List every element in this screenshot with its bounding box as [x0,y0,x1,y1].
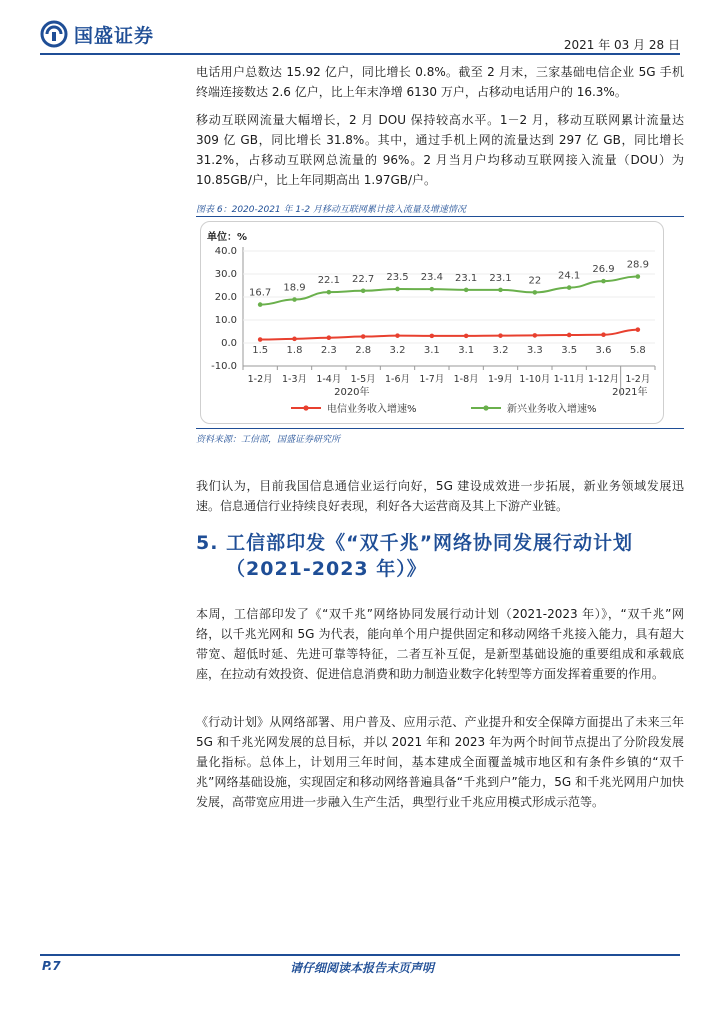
y-tick-label: 40.0 [214,246,237,257]
chart-unit-label: 单位：% [207,232,248,243]
data-label: 3.1 [423,345,440,356]
data-point [636,274,641,279]
x-tick-label: 1-10月 [519,374,551,385]
data-point [498,333,503,338]
x-tick-label: 1-5月 [350,374,376,385]
data-point [292,297,297,302]
data-point [292,337,297,342]
data-point [430,287,435,292]
data-label: 23.5 [386,271,409,283]
figure-title: 图表 6：2020-2021 年 1-2 月移动互联网累计接入流量及增速情况 [196,205,466,215]
data-label: 22 [528,275,542,287]
paragraph-plan-detail: 《行动计划》从网络部署、用户普及、应用示范、产业提升和安全保障方面提出了未来三年 5G 和千兆光网发展的总目标，并以 2021 年和 2023 年为两个时间节点提出了分阶段发展量化指标。总体上，计划用三年时间，基本建成全面覆盖城市地区和有条件乡镇的“双千兆”网络基础设施，实现固定和移动网络普遍具备“千兆到户”能力，5G 和千兆光网用户加快发展，高带宽应用进一步融入生产生活，典型行业千兆应用模式形成示范等。 [196,715,684,809]
data-point [464,288,469,293]
paragraph-users: 电话用户总数达 15.92 亿户，同比增长 0.8%。截至 2 月末，三家基础电信企业 5G 手机终端连接数达 2.6 亿户，比上年末净增 6130 万户，占移动电话用户的 16.3%。 [196,65,684,99]
data-point [533,290,538,295]
data-label: 28.9 [626,259,649,271]
data-label: 1.8 [286,345,303,356]
data-point [567,333,572,338]
y-tick-label: 20.0 [214,292,237,303]
footer-divider [40,954,680,956]
x-tick-label: 1-3月 [281,374,308,385]
data-label: 23.4 [420,272,443,284]
x-tick-label: 1-11月 [553,374,585,385]
chart-frame [200,221,664,424]
data-label: 1.5 [252,345,269,356]
year-label-2020: 2020年 [334,387,370,398]
footer-disclaimer: 请仔细阅读本报告末页声明 [289,961,434,975]
paragraph-conclusion: 我们认为，目前我国信息通信业运行向好，5G 建设成效进一步拓展，新业务领域发展迅速。信息通信行业持续良好表现，利好各大运营商及其上下游产业链。 [196,479,684,513]
x-tick-label: 1-8月 [453,374,479,385]
section-title-line1: 工信部印发《“双千兆”网络协同发展行动计划 [226,532,634,554]
figure-bottom-rule [196,428,684,429]
x-tick-label: 1-6月 [384,374,411,385]
x-tick-label: 1-7月 [419,374,445,385]
data-label: 23.1 [455,272,478,284]
section-heading [196,530,688,582]
line-chart [201,222,663,423]
legend-label: 新兴业务收入增速% [507,404,597,415]
data-label: 3.1 [458,345,475,356]
data-label: 18.9 [283,282,306,294]
brand-logo-icon [40,20,68,48]
data-point [361,288,366,293]
x-tick-label: 1-2月 [247,374,273,385]
page-number: P.7 [42,959,61,973]
data-point [601,279,606,284]
x-tick-label: 1-4月 [316,374,342,385]
legend-label: 电信业务收入增速% [327,404,417,415]
figure-source: 资料来源：工信部，国盛证券研究所 [196,435,341,445]
report-date: 2021 年 03 月 28 日 [563,38,680,52]
section-number: 5. [196,532,219,554]
data-label: 24.1 [558,270,581,282]
paragraph-plan-intro: 本周，工信部印发了《“双千兆”网络协同发展行动计划（2021-2023 年）》，“双千兆”网络，以千兆光网和 5G 为代表，能向单个用户提供固定和移动网络千兆接入能力，具有超大带宽、超低时延、先进可靠等特征，二者互补互促，是新型基础设施的重要组成和承载底座，在拉动有效投资、促进信息消费和助力制造业数字化转型等方面发挥着重要的作用。 [196,607,684,681]
data-point [258,337,263,342]
data-label: 3.3 [526,345,543,356]
data-point [395,333,400,338]
data-label: 26.9 [592,264,615,276]
y-tick-label: -10.0 [211,361,237,372]
data-point [533,333,538,338]
data-label: 22.7 [352,273,375,285]
data-label: 22.1 [317,275,340,287]
brand-name: 国盛证券 [74,24,155,47]
data-point [601,332,606,337]
year-label-2021: 2021年 [612,387,648,398]
data-label: 3.5 [561,345,578,356]
header-divider [40,53,680,55]
brand-logo [40,20,154,48]
x-tick-label: 1-2月 [625,374,651,385]
data-point [395,287,400,292]
data-label: 3.2 [492,345,509,356]
data-label: 23.1 [489,272,512,284]
data-point [361,334,366,339]
legend-swatch-dot [303,405,308,410]
data-point [636,327,641,332]
data-label: 2.8 [355,345,372,356]
series-line-telecom [260,330,638,340]
x-tick-label: 1-12月 [587,374,620,385]
data-point [327,290,332,295]
data-point [567,285,572,290]
data-label: 2.3 [320,345,337,356]
x-tick-label: 1-9月 [487,374,514,385]
data-point [464,334,469,339]
section-title-line2: （2021-2023 年）》 [226,558,427,580]
data-point [258,302,263,307]
data-label: 5.8 [629,345,646,356]
data-point [430,334,435,339]
figure-top-rule [196,216,684,217]
data-label: 3.2 [389,345,406,356]
y-tick-label: 30.0 [214,269,237,280]
legend-swatch-dot [483,405,488,410]
y-tick-label: 10.0 [214,315,237,326]
data-label: 3.6 [595,345,612,356]
data-point [498,288,503,293]
y-tick-label: 0.0 [221,338,237,349]
data-point [327,335,332,340]
data-label: 16.7 [249,287,272,299]
paragraph-traffic: 移动互联网流量大幅增长，2 月 DOU 保持较高水平。1－2 月，移动互联网累计流量达 309 亿 GB，同比增长 31.8%。其中，通过手机上网的流量达到 297 亿 GB，同比增长 31.2%，占移动互联网总流量的 96%。2 月当月户均移动互联网接入流量（DOU）为 10.85GB/户，比上年同期高出 1.97GB/户。 [196,113,684,187]
